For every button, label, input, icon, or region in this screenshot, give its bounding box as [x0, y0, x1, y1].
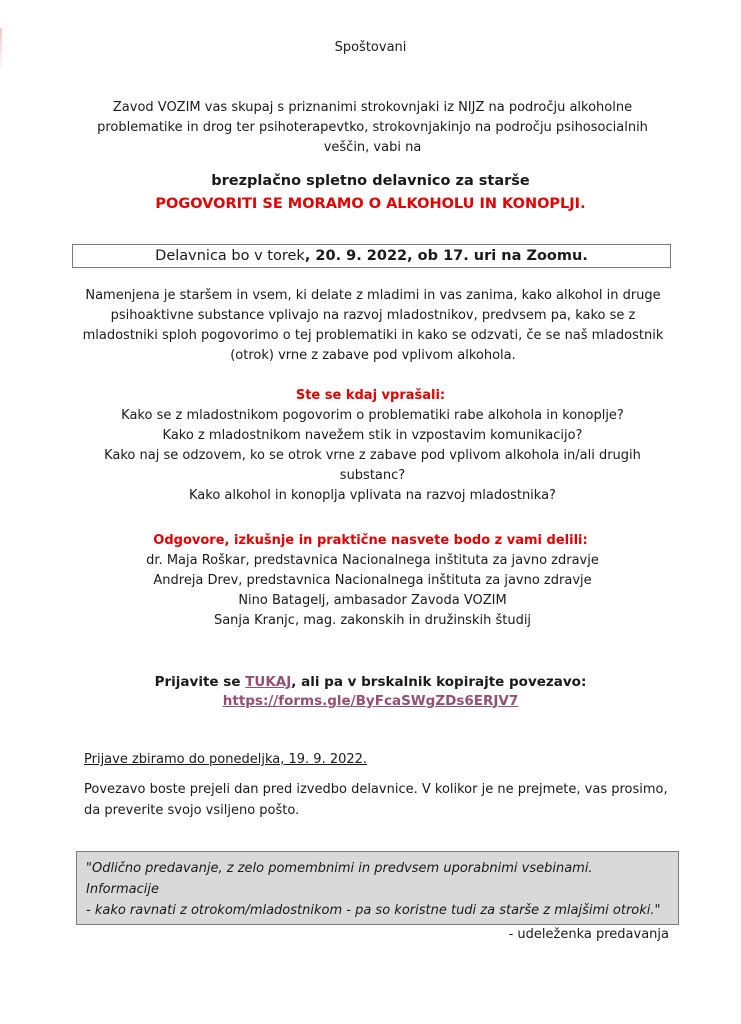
description-line: Namenjena je staršem in vsem, ki delate z mladimi in vas zanima, kako alkohol in druge: [85, 288, 661, 303]
signup-text-after: , ali pa v brskalnik kopirajte povezavo:: [291, 674, 587, 690]
intro-line: problematike in drog ter psihoterapevtko, strokovnjakinjo na področju psihosocialnih: [97, 120, 648, 135]
registration-deadline: Prijave zbiramo do ponedeljka, 19. 9. 2022.: [84, 752, 368, 767]
date-box: [72, 244, 671, 268]
intro-paragraph: [80, 98, 665, 158]
question-item: substanc?: [339, 468, 406, 483]
question-item: Kako alkohol in konoplja vplivata na razvoj mladostnika?: [189, 488, 556, 503]
testimonial-box: [76, 851, 679, 942]
date-prefix: Delavnica bo v torek: [155, 248, 305, 264]
questions-heading: Ste se kdaj vprašali:: [295, 388, 446, 403]
note-line: da preverite svojo vsiljeno pošto.: [84, 803, 300, 818]
speakers-heading: Odgovore, izkušnje in praktične nasvete bodo z vami delili:: [153, 533, 588, 548]
question-item: Kako se z mladostnikom pogovorim o problematiki rabe alkohola in konoplje?: [121, 408, 624, 423]
questions-list: [80, 406, 665, 506]
intro-line: veščin, vabi na: [323, 140, 422, 155]
description-paragraph: [78, 286, 668, 366]
date-details: , 20. 9. 2022, ob 17. uri na Zoomu.: [304, 248, 588, 264]
note-paragraph: [84, 779, 684, 821]
note-line: Povezavo boste prejeli dan pred izvedbo delavnice. V kolikor je ne prejmete, vas prosimo,: [84, 782, 668, 797]
workshop-title: POGOVORITI SE MORAMO O ALKOHOLU IN KONOPLJI.: [155, 196, 586, 212]
description-line: (otrok) vrne z zabave pod vplivom alkohola.: [230, 348, 516, 363]
speaker-item: Nino Batagelj, ambasador Zavoda VOZIM: [238, 593, 507, 608]
speaker-item: dr. Maja Roškar, predstavnica Nacionalnega inštituta za javno zdravje: [146, 553, 599, 568]
speaker-item: Sanja Kranjc, mag. zakonskih in družinskih študij: [213, 613, 532, 628]
speaker-item: Andreja Drev, predstavnica Nacionalnega inštituta za javno zdravje: [153, 573, 592, 588]
workshop-headline: brezplačno spletno delavnico za starše: [211, 173, 530, 189]
speakers-list: [80, 551, 665, 631]
question-item: Kako naj se odzovem, ko se otrok vrne z zabave pod vplivom alkohola in/ali drugih: [104, 448, 641, 463]
greeting: Spoštovani: [334, 40, 407, 55]
intro-line: Zavod VOZIM vas skupaj s priznanimi strokovnjaki iz NIJZ na področju alkoholne: [112, 100, 633, 115]
signup-link[interactable]: TUKAJ: [245, 674, 292, 690]
testimonial-line: - kako ravnati z otrokom/mladostnikom - pa so koristne tudi za starše z mlajšimi otroki.": [86, 903, 661, 918]
signup-line: [0, 674, 741, 690]
description-line: mladostniki sploh pogovorimo o tej problematiki in kako se odzvati, če se naš mladostnik: [82, 328, 664, 343]
description-line: psihoaktivne substance vplivajo na razvoj mladostnikov, predvsem pa, kako se z: [110, 308, 636, 323]
form-url-link[interactable]: https://forms.gle/ByFcaSWgZDs6ERJV7: [222, 693, 519, 709]
testimonial-line: "Odlično predavanje, z zelo pomembnimi in predvsem uporabnimi vsebinami. Informacije: [86, 861, 593, 897]
testimonial-text: [86, 858, 669, 921]
testimonial-author: - udeleženka predavanja: [508, 927, 669, 942]
signup-text-before: Prijavite se: [154, 674, 246, 690]
form-url-line: [0, 693, 741, 709]
question-item: Kako z mladostnikom navežem stik in vzpostavim komunikacijo?: [162, 428, 583, 443]
